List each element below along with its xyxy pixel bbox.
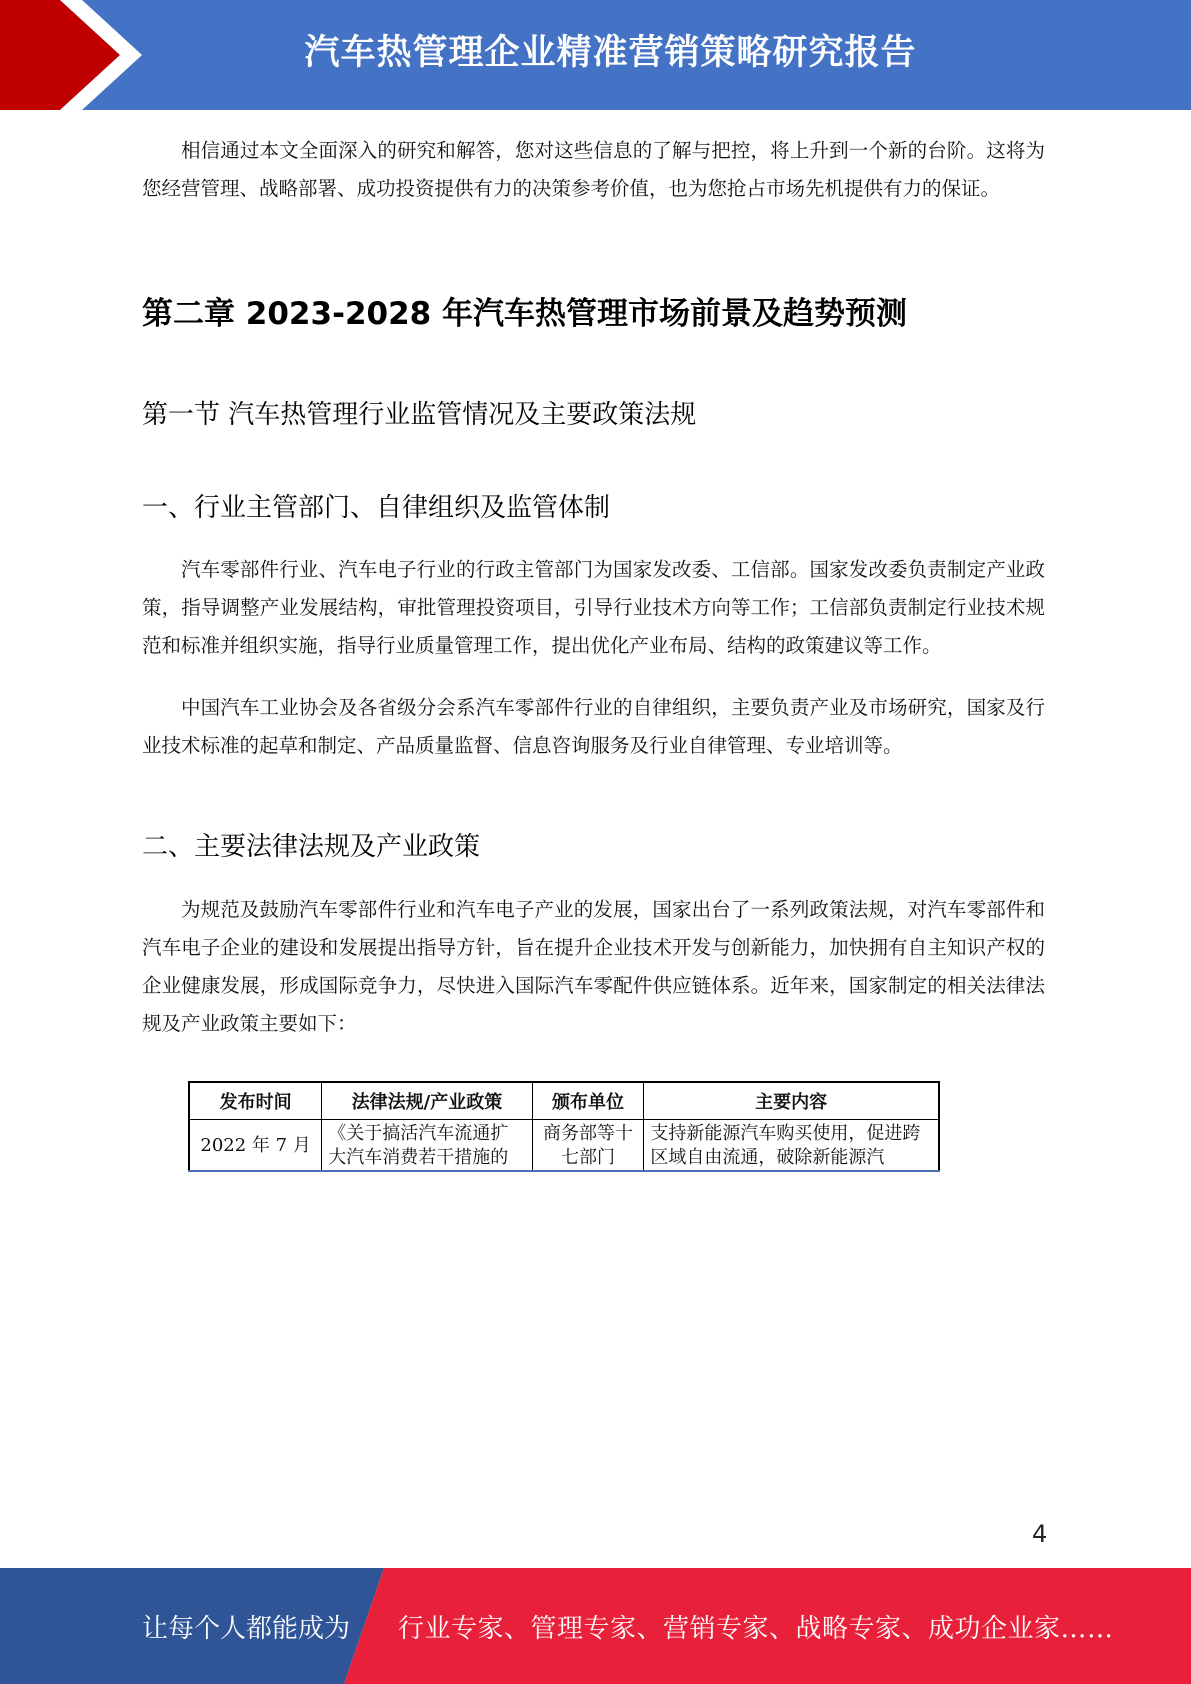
subsection-2-body bbox=[142, 891, 1045, 1043]
table-header-issuer: 颁布单位 bbox=[532, 1082, 644, 1120]
chapter-title: 第二章 2023-2028 年汽车热管理市场前景及趋势预测 bbox=[142, 296, 908, 332]
section-title: 第一节 汽车热管理行业监管情况及主要政策法规 bbox=[142, 400, 697, 430]
page-number: 4 bbox=[1032, 1520, 1048, 1548]
policy-table-container bbox=[188, 1081, 940, 1172]
intro-paragraph: 相信通过本文全面深入的研究和解答，您对这些信息的了解与把控，将上升到一个新的台阶。这将为您经营管理、战略部署、成功投资提供有力的决策参考价值，也为您抢占市场先机提供有力的保证。 bbox=[142, 139, 1045, 200]
subsection-1-paragraph-1: 汽车零部件行业、汽车电子行业的行政主管部门为国家发改委、工信部。国家发改委负责制定产业政策，指导调整产业发展结构，审批管理投资项目，引导行业技术方向等工作；工信部负责制定行业技术规范和标准并组织实施，指导行业质量管理工作，提出优化产业布局、结构的政策建议等工作。 bbox=[142, 558, 1045, 657]
policy-table bbox=[188, 1081, 940, 1172]
table-cell-policy: 《关于搞活汽车流通扩大汽车消费若干措施的 bbox=[322, 1120, 532, 1173]
subsection-2-title: 二、主要法律法规及产业政策 bbox=[142, 832, 481, 862]
table-row bbox=[189, 1120, 939, 1173]
table-header-date: 发布时间 bbox=[189, 1082, 322, 1120]
table-cell-date: 2022 年 7 月 bbox=[189, 1120, 322, 1173]
header-title: 汽车热管理企业精准营销策略研究报告 bbox=[304, 33, 917, 73]
subsection-2-paragraph: 为规范及鼓励汽车零部件行业和汽车电子产业的发展，国家出台了一系列政策法规，对汽车零部件和汽车电子企业的建设和发展提出指导方针，旨在提升企业技术开发与创新能力，加快拥有自主知识产权的企业健康发展，形成国际竞争力，尽快进入国际汽车零配件供应链体系。近年来，国家制定的相关法律法规及产业政策主要如下： bbox=[142, 898, 1045, 1035]
table-header-row bbox=[189, 1082, 939, 1120]
subsection-1-body bbox=[142, 551, 1045, 765]
table-header-content: 主要内容 bbox=[644, 1082, 939, 1120]
intro-block bbox=[142, 132, 1045, 208]
table-header-policy: 法律法规/产业政策 bbox=[322, 1082, 532, 1120]
footer-slogan-right: 行业专家、管理专家、营销专家、战略专家、成功企业家…… bbox=[398, 1614, 1114, 1644]
page-header bbox=[0, 0, 1191, 110]
subsection-1-paragraph-2: 中国汽车工业协会及各省级分会系汽车零部件行业的自律组织，主要负责产业及市场研究，国家及行业技术标准的起草和制定、产品质量监督、信息咨询服务及行业自律管理、专业培训等。 bbox=[142, 696, 1045, 757]
page-footer bbox=[0, 1568, 1191, 1684]
table-cell-content: 支持新能源汽车购买使用，促进跨区域自由流通，破除新能源汽 bbox=[644, 1120, 939, 1173]
table-cell-issuer: 商务部等十七部门 bbox=[532, 1120, 644, 1173]
subsection-1-title: 一、行业主管部门、自律组织及监管体制 bbox=[142, 493, 611, 523]
footer-slogan-left: 让每个人都能成为 bbox=[142, 1614, 351, 1644]
